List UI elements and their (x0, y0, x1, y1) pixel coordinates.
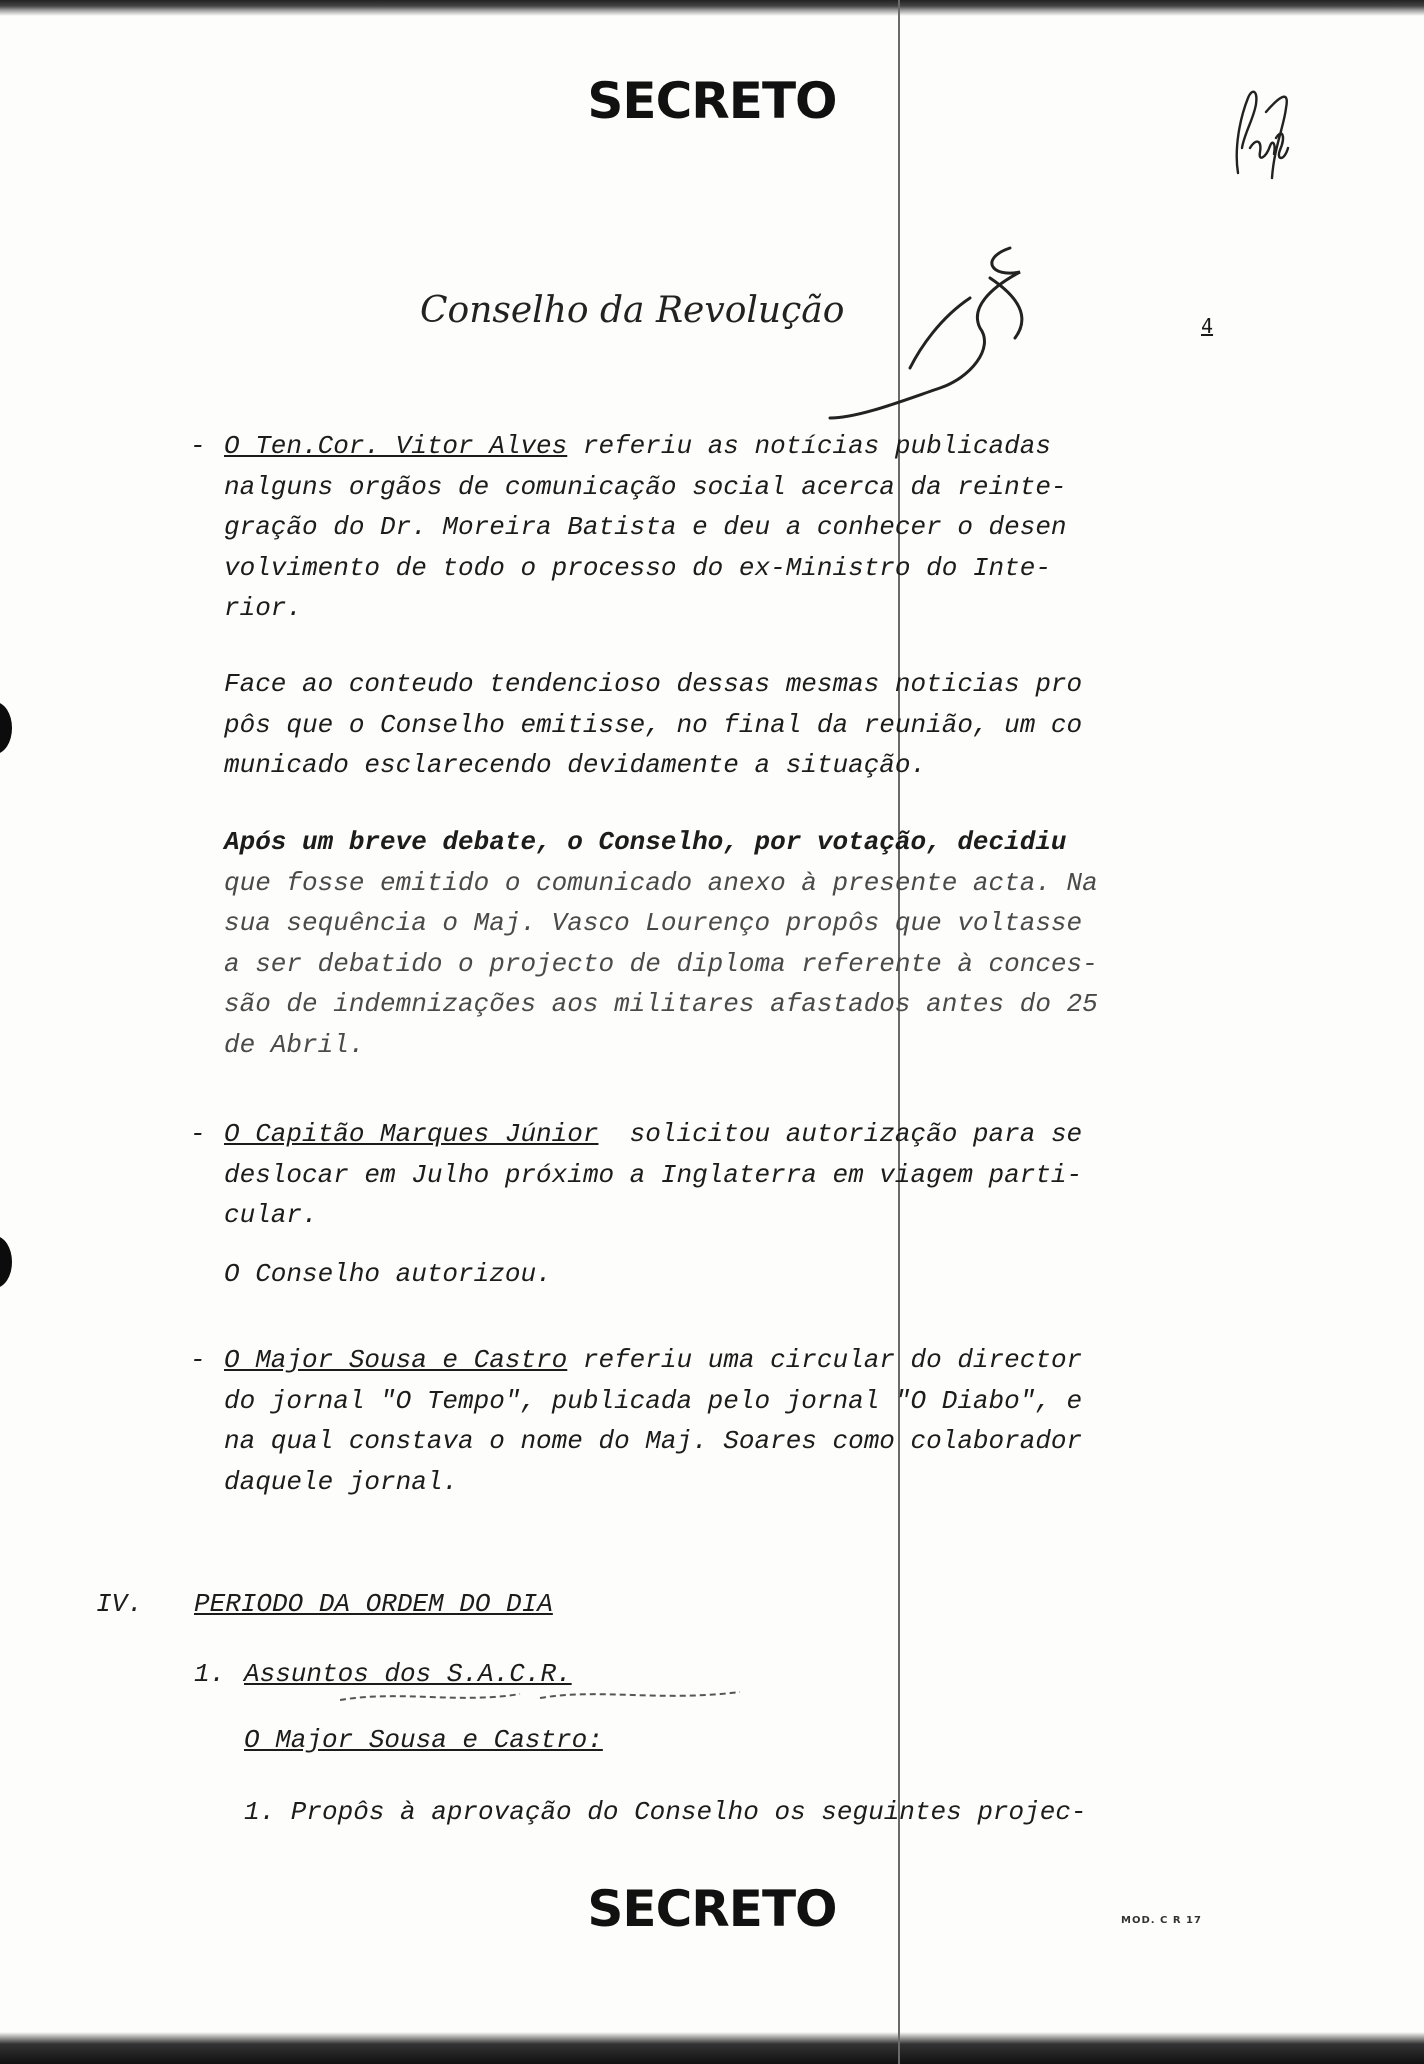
text-line: sua sequência o Maj. Vasco Lourenço propôs que voltasse (224, 908, 1083, 938)
paragraph-debate (224, 822, 1184, 1065)
item-number: 1. (194, 1659, 226, 1689)
section-number: IV. (96, 1589, 143, 1619)
text-line: pôs que o Conselho emitisse, no final da reunião, um co (224, 709, 1083, 740)
margin-handwriting (1226, 78, 1296, 188)
text-line: Após um breve debate, o Conselho, por votação, decidiu (224, 827, 1067, 857)
paragraph-authorized (224, 1254, 1184, 1295)
paragraph-proposal (224, 664, 1184, 786)
text-line: são de indemnizações aos militares afastados antes do 25 (224, 989, 1098, 1019)
text-line: referiu uma circular do director (567, 1345, 1083, 1375)
signature-scribble (820, 238, 1050, 428)
text-line: de Abril. (224, 1029, 365, 1060)
text-line: nalguns orgãos de comunicação social acerca da reinte- (224, 471, 1067, 502)
speaker-name: O Ten.Cor. Vitor Alves (224, 431, 568, 461)
section-title: PERIODO DA ORDEM DO DIA (194, 1589, 553, 1619)
page-number: 4 (1201, 314, 1214, 338)
text-line: Face ao conteudo tendencioso dessas mesmas noticias pro (224, 669, 1083, 699)
text-line: deslocar em Julho próximo a Inglaterra em viagem parti- (224, 1159, 1083, 1190)
speaker-name: O Major Sousa e Castro (224, 1345, 568, 1375)
text-line: gração do Dr. Moreira Batista e deu a conhecer o desen (224, 512, 1067, 542)
text-line: referiu as notícias publicadas (567, 431, 1051, 461)
speaker-name: O Capitão Marques Júnior (224, 1119, 599, 1149)
punch-hole (0, 1236, 12, 1288)
classification-stamp-bottom: SECRETO (587, 1880, 837, 1938)
text-line: volvimento de todo o processo do ex-Ministro do Inte- (224, 552, 1051, 583)
bullet-dash: - (190, 1345, 206, 1375)
bullet-dash: - (190, 431, 206, 461)
bullet-dash: - (190, 1119, 206, 1149)
text-line: a ser debatido o projecto de diploma referente à conces- (224, 948, 1098, 979)
text-line: que fosse emitido o comunicado anexo à presente acta. Na (224, 867, 1098, 898)
scan-edge-top (0, 0, 1424, 16)
classification-stamp-top: SECRETO (587, 72, 837, 130)
paragraph-sousa-castro (224, 1340, 1184, 1502)
text-line: cular. (224, 1200, 318, 1230)
speaker-heading: O Major Sousa e Castro: (244, 1725, 603, 1755)
letterhead: Conselho da Revolução (420, 290, 845, 331)
form-code: MOD. C R 17 (1121, 1915, 1202, 1926)
text-line: do jornal "O Tempo", publicada pelo jornal "O Diabo", e (224, 1385, 1083, 1416)
text-line: na qual constava o nome do Maj. Soares como colaborador (224, 1426, 1083, 1456)
subitem-line: 1. Propôs à aprovação do Conselho os seguintes projec- (244, 1797, 1087, 1827)
paragraph-marques-junior (224, 1114, 1184, 1236)
item-title: Assuntos dos S.A.C.R. (244, 1659, 572, 1689)
text-line: solicitou autorização para se (598, 1119, 1083, 1149)
scan-edge-bottom (0, 2032, 1424, 2064)
paragraph-vitor-alves (224, 426, 1184, 629)
text-line: municado esclarecendo devidamente a situação. (224, 750, 927, 780)
text-line: rior. (224, 593, 303, 623)
text-line: O Conselho autorizou. (224, 1259, 552, 1289)
ink-smear (340, 1680, 790, 1710)
text-line: daquele jornal. (224, 1466, 459, 1497)
punch-hole (0, 702, 12, 754)
